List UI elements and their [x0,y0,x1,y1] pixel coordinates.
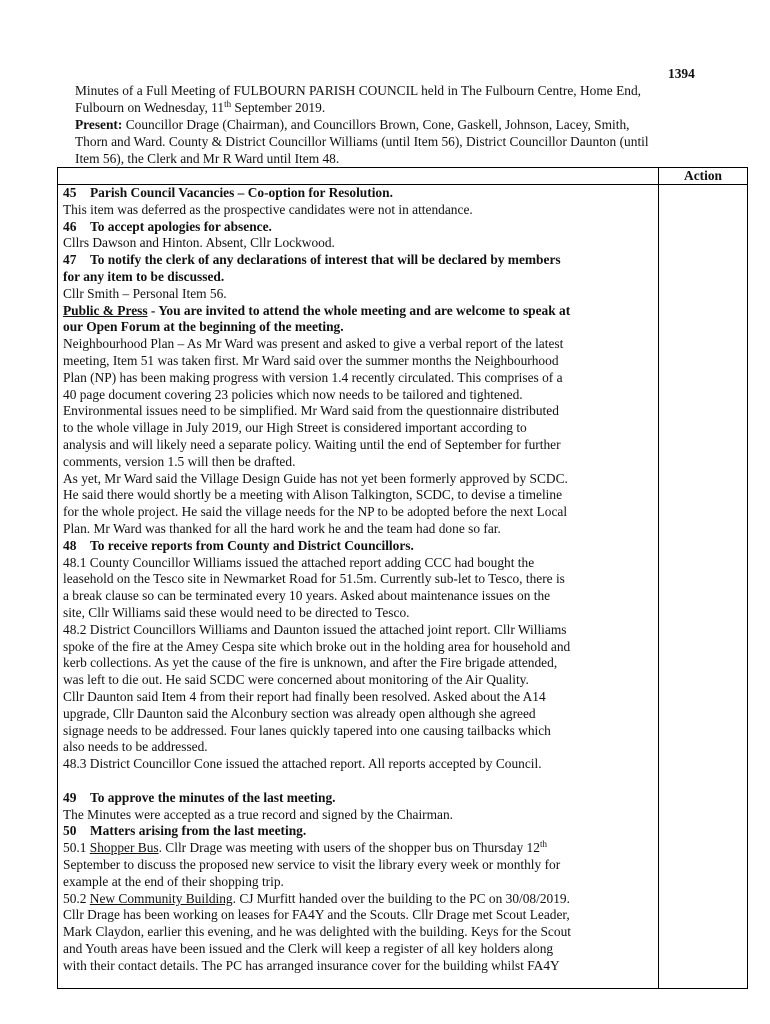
item-title: To accept apologies for absence. [90,218,272,234]
item-text: This item was deferred as the prospective candidates were not in attendance. [63,201,473,217]
item-text: a break clause so can be terminated every 10 years. Asked about maintenance issues on the [63,588,551,604]
minutes-body [58,185,658,988]
item-text: Cllr Drage has been working on leases for FA4Y and the Scouts. Cllr Drage met Scout Leader, [63,907,570,923]
minutes-header [75,82,747,167]
item-heading [63,185,654,202]
item-number: 46 [63,218,77,234]
action-column-cell [659,185,748,989]
action-header-label: Action [684,168,722,183]
meeting-date-text: September 2019. [231,100,326,115]
header-line: Minutes of a Full Meeting of FULBOURN PARISH COUNCIL held in The Fulbourn Centre, Home End, [75,83,641,98]
item-heading [63,538,654,555]
item-number: 45 [63,185,77,200]
item-text: As yet, Mr Ward said the Village Design Guide has not yet been formerly approved by SCDC. [63,470,568,486]
sub-item-title: Shopper Bus [89,840,159,856]
sub-item-number: 50.1 [63,840,90,856]
header-line [75,99,747,116]
item-heading [63,823,654,840]
item-text: to the whole village in July 2019, our High Street is considered important according to [63,420,527,436]
present-line [75,116,747,133]
action-column-header [659,168,748,185]
sub-item-title: New Community Building [89,890,233,906]
sub-item-number: 50.2 [63,890,90,906]
item-title: To notify the clerk of any declarations of interest that will be declared by members [90,252,561,268]
item-text: and Youth areas have been issued and the Clerk will keep a register of all key holders along [63,941,554,957]
item-text: Cllr Smith – Personal Item 56. [63,285,227,301]
item-text: 48.3 District Councillor Cone issued the attached report. All reports accepted by Council. [63,756,542,772]
item-heading [63,790,654,807]
item-text: leasehold on the Tesco site in Newmarket Road for 51.5m. Currently sub-let to Tesco, there is [63,571,565,587]
sub-item-text: . Cllr Drage was meeting with users of the shopper bus on Thursday 12 [158,840,540,856]
item-text: spoke of the fire at the Amey Cespa site which broke out in the holding area for household and [63,638,571,654]
item-text: signage needs to be addressed. Four lanes quickly tapered into one causing tailbacks which [63,722,551,738]
item-text [63,840,654,857]
item-text: site, Cllr Williams said these would need to be directed to Tesco. [63,604,410,620]
item-title: Parish Council Vacancies – Co-option for Resolution. [90,185,393,200]
item-text: was left to die out. He said SCDC were concerned about monitoring of the Air Quality. [63,672,529,688]
superscript: th [224,99,232,109]
item-text: Cllr Daunton said Item 4 from their report had finally been resolved. Asked about the A14 [63,688,546,704]
item-number: 50 [63,823,77,839]
item-number: 47 [63,252,77,268]
item-text: He said there would shortly be a meeting with Alison Talkington, SCDC, to devise a timeline [63,487,563,503]
present-line: Item 56), the Clerk and Mr R Ward until Item 48. [75,151,340,166]
item-text: meeting, Item 51 was taken first. Mr Ward said over the summer months the Neighbourhood [63,352,559,368]
page-number: 1394 [668,66,695,81]
item-text: Cllrs Dawson and Hinton. Absent, Cllr Lockwood. [63,235,335,251]
public-press-label: Public & Press [63,302,148,318]
item-text: Mark Claydon, earlier this evening, and he was delighted with the building. Keys for the Scout [63,924,571,940]
item-text: 40 page document covering 23 policies which now needs to be tailored and tightened. [63,386,523,402]
minutes-table [57,167,748,989]
present-line: Thorn and Ward. County & District Councillor Williams (until Item 56), District Councillor Daunton (until [75,134,649,149]
item-text: example at the end of their shopping trip. [63,873,284,889]
item-title: - You are invited to attend the whole meeting and are welcome to speak at [147,302,571,318]
item-title-continued: for any item to be discussed. [63,268,225,284]
item-text: also needs to be addressed. [63,739,208,755]
minutes-content-cell [58,185,659,989]
item-text: for the whole project. He said the village needs for the NP to be adopted before the next Local [63,504,568,520]
item-text: analysis and will likely need a separate policy. Waiting until the end of September for further [63,436,561,452]
item-number: 49 [63,789,77,805]
item-heading [63,303,654,320]
sub-item-text: . CJ Murfitt handed over the building to the PC on 30/08/2019. [232,890,570,906]
paragraph-spacer [63,773,654,790]
item-text: Environmental issues need to be simplified. Mr Ward said from the questionnaire distributed [63,403,559,419]
meeting-date-text: Fulbourn on Wednesday, 11 [75,100,225,115]
item-text: Plan (NP) has been making progress with version 1.4 recently circulated. This comprises of a [63,369,563,385]
table-header-row [58,168,748,185]
minutes-body-row [58,185,748,989]
item-title-continued: our Open Forum at the beginning of the meeting. [63,319,344,335]
item-title: To approve the minutes of the last meeting. [90,789,336,805]
item-text: 48.1 County Councillor Williams issued the attached report adding CCC had bought the [63,554,535,570]
item-text: with their contact details. The PC has arranged insurance cover for the building whilst FA4Y [63,957,560,973]
item-text: Neighbourhood Plan – As Mr Ward was present and asked to give a verbal report of the latest [63,336,564,352]
item-text: 48.2 District Councillors Williams and Daunton issued the attached joint report. Cllr Williams [63,621,567,637]
present-label: Present: [75,117,123,132]
item-number: 48 [63,537,77,553]
present-text: Councillor Drage (Chairman), and Councillors Brown, Cone, Gaskell, Johnson, Lacey, Smith, [122,117,630,132]
item-heading [63,219,654,236]
item-title: To receive reports from County and District Councillors. [90,537,414,553]
item-text: upgrade, Cllr Daunton said the Alconbury section was already open although she agreed [63,705,536,721]
item-text: Plan. Mr Ward was thanked for all the hard work he and the team had done so far. [63,520,501,536]
header-cell-blank [58,168,659,185]
item-text: kerb collections. As yet the cause of the fire is unknown, and after the Fire brigade attended, [63,655,558,671]
item-text: comments, version 1.5 will then be drafted. [63,453,296,469]
item-text: September to discuss the proposed new service to visit the library every week or monthly for [63,857,561,873]
superscript: th [539,839,547,850]
item-text: The Minutes were accepted as a true record and signed by the Chairman. [63,806,454,822]
item-text [63,891,654,908]
item-heading [63,252,654,269]
item-title: Matters arising from the last meeting. [90,823,307,839]
